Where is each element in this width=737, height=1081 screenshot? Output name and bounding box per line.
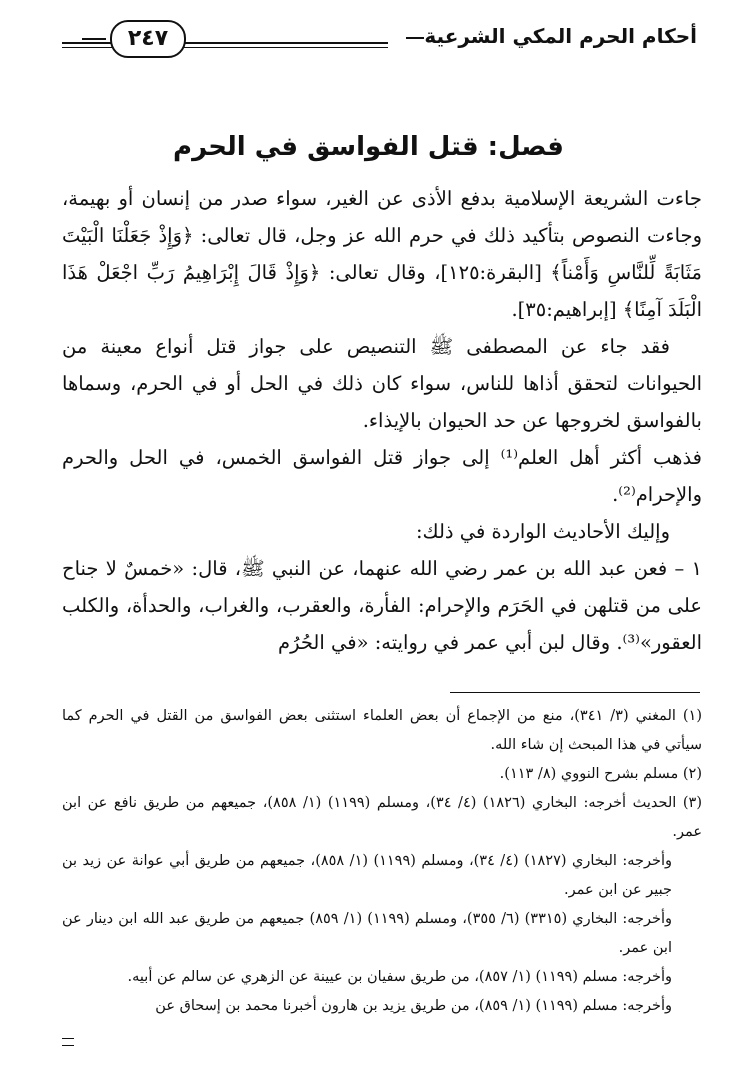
paragraph: جاءت الشريعة الإسلامية بدفع الأذى عن الغير، سواء صدر من إنسان أو بهيمة، وجاءت النصوص بتأكيد ذلك في حرم الله عز وجل، قال تعالى: ﴿وَإِذْ جَعَلْنَا الْبَيْتَ مَثَابَةً لِّلنَّاسِ وَأَمْناً﴾ [البقرة:١٢٥]، وقال تعالى: ﴿وَإِذْ قَالَ إِبْرَاهِيمُ رَبِّ اجْعَلْ هَذَا الْبَلَدَ آمِنًا﴾ [إبراهيم:٣٥]. bbox=[62, 187, 702, 321]
footnote-continuation: وأخرجه: البخاري (٣٣١٥) (٦/ ٣٥٥)، ومسلم (١١٩٩) (١/ ٨٥٩) جميعهم من طريق عبد الله ابن دينار عن ابن عمر. bbox=[62, 911, 673, 956]
header-dash bbox=[82, 38, 106, 40]
running-title-text: أحكام الحرم المكي الشرعية bbox=[424, 24, 697, 48]
footnote: (٣) الحديث أخرجه: البخاري (١٨٢٦) (٤/ ٣٤)، ومسلم (١١٩٩) (١/ ٨٥٨)، جميعهم من طريق نافع عن ابن عمر. bbox=[62, 795, 702, 840]
paragraph: فقد جاء عن المصطفى ﷺ التنصيص على جواز قتل أنواع معينة من الحيوانات لتحقق أذاها للناس، سواء كان ذلك في الحل أو في الحرم، وسماها بالفواسق لخروجها عن حد الحيوان بالإيذاء. bbox=[62, 335, 702, 432]
footnote-continuation: وأخرجه: مسلم (١١٩٩) (١/ ٨٥٩)، من طريق يزيد بن هارون أخبرنا محمد بن إسحاق عن bbox=[155, 998, 672, 1014]
section-heading: فصل: قتل الفواسق في الحرم bbox=[173, 132, 564, 162]
continuation-mark bbox=[62, 1038, 74, 1046]
paragraph: فذهب أكثر أهل العلم⁽¹⁾ إلى جواز قتل الفواسق الخمس، في الحل والحرم والإحرام⁽²⁾. bbox=[62, 446, 703, 506]
page-number: ٢٤٧ bbox=[110, 20, 186, 58]
paragraph: ١ – فعن عبد الله بن عمر رضي الله عنهما، عن النبي ﷺ، قال: «خمسٌ لا جناح على من قتلهن في الحَرَم والإحرام: الفأرة، والعقرب، والغراب، والحدأة، والكلب العقور»⁽³⁾. وقال لبن أبي عمر في روايته: «في الحُرُم bbox=[62, 557, 702, 654]
running-title bbox=[388, 24, 697, 48]
footnote: (٢) مسلم بشرح النووي (٨/ ١١٣). bbox=[499, 766, 702, 782]
footnote: (١) المغني (٣/ ٣٤١)، منع من الإجماع أن بعض العلماء استثنى بعض الفواسق من القتل في الحرم كما سيأتي في هذا المبحث إن شاء الله. bbox=[62, 708, 702, 753]
title-dash bbox=[406, 37, 424, 39]
page-header bbox=[62, 18, 697, 58]
footnote-continuation: وأخرجه: مسلم (١١٩٩) (١/ ٨٥٧)، من طريق سفيان بن عيينة عن الزهري عن سالم عن أبيه. bbox=[127, 969, 672, 985]
paragraph: وإليك الأحاديث الواردة في ذلك: bbox=[415, 520, 670, 543]
footnotes bbox=[62, 702, 702, 1021]
footnote-separator bbox=[450, 692, 700, 693]
footnote-continuation: وأخرجه: البخاري (١٨٢٧) (٤/ ٣٤)، ومسلم (١١٩٩) (١/ ٨٥٨)، جميعهم من طريق أبي عوانة عن زيد بن جبير عن ابن عمر. bbox=[62, 853, 672, 898]
body-text bbox=[62, 180, 702, 661]
